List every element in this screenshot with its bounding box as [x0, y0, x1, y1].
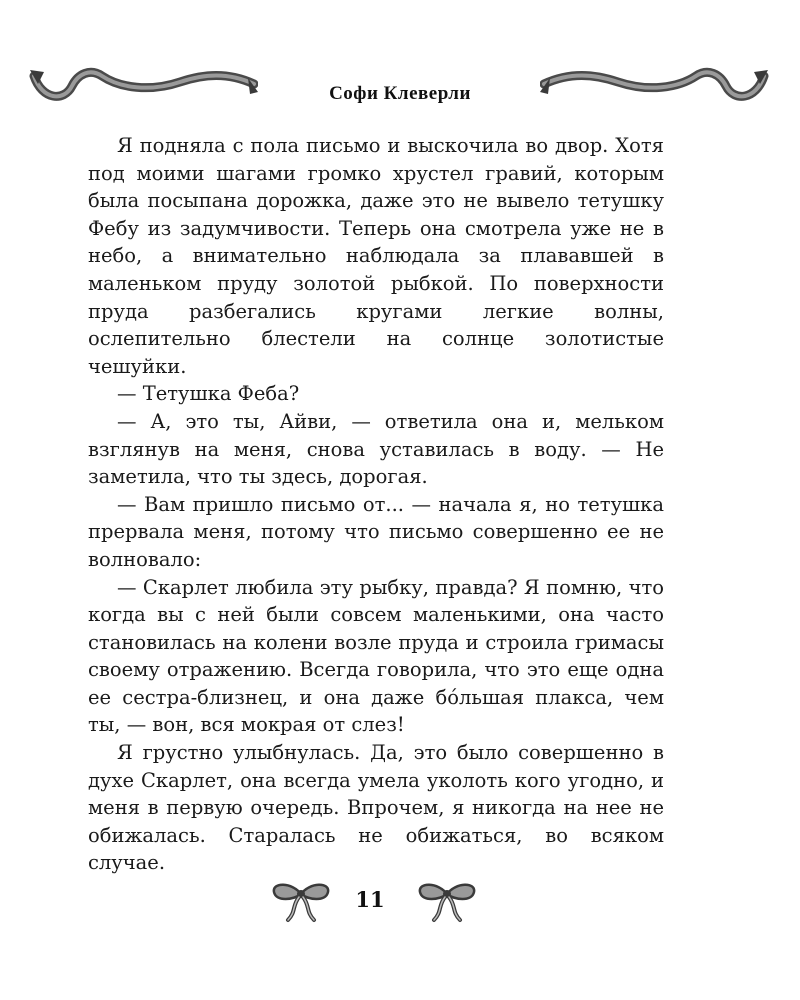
page-number: 11	[355, 887, 385, 912]
running-head-title: Софи Клеверли	[329, 83, 471, 104]
paragraph: — Вам пришло письмо от... — начала я, но тетушка прервала меня, потому что письмо совершенно ее не волновало:	[88, 492, 664, 571]
bow-ornament-left	[266, 880, 336, 924]
page-footer	[0, 880, 800, 924]
paragraph: Я грустно улыбнулась. Да, это было совершенно в духе Скарлет, она всегда умела уколоть кого угодно, и меня в первую очередь. Впрочем, я никогда на нее не обижалась. Старалась не обижаться, во всяком случае.	[88, 741, 664, 875]
paragraph: Я подняла с пола письмо и выскочила во двор. Хотя под моими шагами громко хрустел гравий, которым была посыпана дорожка, даже это не вывело тетушку Фебу из задумчивости. Теперь она смотрела уже не в небо, а внимательно наблюдала за плававшей в маленьком пруду золотой рыбкой. По поверхности пруда разбегались кругами легкие волны, ослепительно блестели на солнце золотистые чешуйки.	[88, 134, 664, 378]
paragraph: — Тетушка Феба?	[117, 382, 300, 406]
bow-ornament-right	[412, 880, 482, 924]
paragraph: — Скарлет любила эту рыбку, правда? Я помню, что когда вы с ней были совсем маленькими, она часто становилась на колени возле пруда и строила гримасы своему отражению. Всегда говорила, что это еще одна ее сестра-близнец, и она даже бóльшая плакса, чем ты, — вон, вся мокрая от слез!	[88, 575, 664, 737]
paragraph: — А, это ты, Айви, — ответила она и, мельком взглянув на меня, снова уставилась в воду. — Не заметила, что ты здесь, дорогая.	[88, 409, 664, 489]
body-text	[88, 132, 664, 877]
